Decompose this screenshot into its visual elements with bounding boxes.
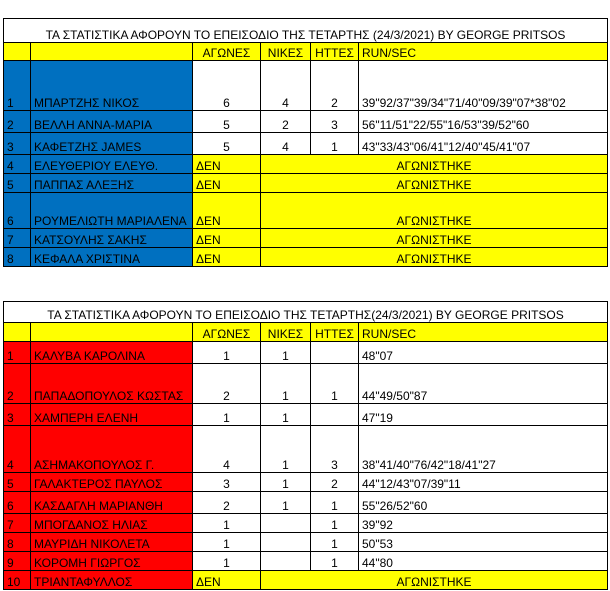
table-row <box>4 248 608 267</box>
did-not-label: ΔΕΝ <box>193 155 261 174</box>
header-run: RUN/SEC <box>359 323 608 342</box>
run-sec-cell: 55"26/52"60 <box>359 492 608 514</box>
wins-cell: 4 <box>261 61 311 111</box>
header-cell-name <box>31 323 193 342</box>
table-row <box>4 174 608 193</box>
table-row <box>4 514 608 533</box>
row-number: 3 <box>4 404 31 426</box>
player-name: ΠΑΠΑΔΟΠΟΥΛΟΣ ΚΩΣΤΑΣ <box>31 364 193 404</box>
header-cell-name <box>31 43 193 61</box>
player-name: ΚΟΡΟΜΗ ΓΙΩΡΓΟΣ <box>31 552 193 571</box>
wins-cell: 1 <box>261 364 311 404</box>
games-cell: 5 <box>193 111 261 133</box>
wins-cell: 1 <box>261 492 311 514</box>
wins-cell: 4 <box>261 133 311 155</box>
did-not-label: ΔΕΝ <box>193 571 261 590</box>
table-row <box>4 404 608 426</box>
stats-table-2 <box>3 301 608 590</box>
table-row <box>4 552 608 571</box>
run-sec-cell: 39"92/37"39/34"71/40"09/39"07*38"02 <box>359 61 608 111</box>
header-losses: ΗΤΤΕΣ <box>311 323 359 342</box>
games-cell: 4 <box>193 426 261 473</box>
table-row <box>4 229 608 248</box>
row-number: 8 <box>4 248 31 267</box>
games-cell: 6 <box>193 61 261 111</box>
did-not-label: ΔΕΝ <box>193 193 261 229</box>
row-number: 2 <box>4 111 31 133</box>
losses-cell <box>311 342 359 364</box>
run-sec-cell: 38"41/40"76/42"18/41"27 <box>359 426 608 473</box>
player-name: ΚΕΦΑΛΑ ΧΡΙΣΤΙΝΑ <box>31 248 193 267</box>
player-name: ΒΕΛΛΗ ΑΝΝΑ-ΜΑΡΙΑ <box>31 111 193 133</box>
games-cell: 2 <box>193 364 261 404</box>
wins-cell: 1 <box>261 473 311 492</box>
player-name: ΡΟΥΜΕΛΙΩΤΗ ΜΑΡΙΑΛΕΝΑ <box>31 193 193 229</box>
row-number: 9 <box>4 552 31 571</box>
player-name: ΜΠΑΡΤΖΗΣ ΝΙΚΟΣ <box>31 61 193 111</box>
table-row <box>4 571 608 590</box>
row-number: 8 <box>4 533 31 552</box>
table-title-row <box>4 19 608 43</box>
row-number: 6 <box>4 193 31 229</box>
games-cell: 1 <box>193 404 261 426</box>
run-sec-cell: 50"53 <box>359 533 608 552</box>
row-number: 3 <box>4 133 31 155</box>
losses-cell: 1 <box>311 552 359 571</box>
table-title: ΤΑ ΣΤΑΤΙΣΤΙΚΑ ΑΦΟΡΟΥΝ ΤΟ ΕΠΕΙΣΟΔΙΟ ΤΗΣ ΤΕΤΑΡΤΗΣ(24/3/2021) BY GEORGE PRITSOS <box>4 302 608 323</box>
losses-cell: 1 <box>311 533 359 552</box>
header-games: ΑΓΩΝΕΣ <box>193 43 261 61</box>
did-not-label: ΔΕΝ <box>193 229 261 248</box>
table-title: ΤΑ ΣΤΑΤΙΣΤΙΚΑ ΑΦΟΡΟΥΝ ΤΟ ΕΠΕΙΣΟΔΙΟ ΤΗΣ ΤΕΤΑΡΤΗΣ (24/3/2021) BY GEORGE PRITSOS <box>4 19 608 43</box>
header-run: RUN/SEC <box>359 43 608 61</box>
games-cell: 1 <box>193 533 261 552</box>
not-competed-label: ΑΓΩΝΙΣΤΗΚΕ <box>261 229 608 248</box>
table-row <box>4 342 608 364</box>
row-number: 7 <box>4 514 31 533</box>
not-competed-label: ΑΓΩΝΙΣΤΗΚΕ <box>261 155 608 174</box>
player-name: ΑΣΗΜΑΚΟΠΟΥΛΟΣ Γ. <box>31 426 193 473</box>
losses-cell: 1 <box>311 514 359 533</box>
wins-cell <box>261 552 311 571</box>
row-number: 1 <box>4 342 31 364</box>
row-number: 4 <box>4 426 31 473</box>
table-row <box>4 111 608 133</box>
games-cell: 1 <box>193 342 261 364</box>
wins-cell: 1 <box>261 342 311 364</box>
losses-cell: 2 <box>311 473 359 492</box>
losses-cell: 1 <box>311 133 359 155</box>
games-cell: 1 <box>193 552 261 571</box>
table-row <box>4 533 608 552</box>
header-losses: ΗΤΤΕΣ <box>311 43 359 61</box>
run-sec-cell: 44"80 <box>359 552 608 571</box>
row-number: 1 <box>4 61 31 111</box>
wins-cell: 1 <box>261 404 311 426</box>
run-sec-cell: 44"49/50"87 <box>359 364 608 404</box>
player-name: ΚΑΛΥΒΑ ΚΑΡΟΛΙΝΑ <box>31 342 193 364</box>
games-cell: 5 <box>193 133 261 155</box>
row-number: 7 <box>4 229 31 248</box>
header-cell-number <box>4 43 31 61</box>
losses-cell: 2 <box>311 61 359 111</box>
player-name: ΜΠΟΓΔΑΝΟΣ ΗΛΙΑΣ <box>31 514 193 533</box>
wins-cell <box>261 533 311 552</box>
losses-cell: 1 <box>311 364 359 404</box>
header-wins: ΝΙΚΕΣ <box>261 43 311 61</box>
table-row <box>4 426 608 473</box>
table-row <box>4 492 608 514</box>
player-name: ΕΛΕΥΘΕΡΙΟΥ ΕΛΕΥΘ. <box>31 155 193 174</box>
player-name: ΧΑΜΠΕΡΗ ΕΛΕΝΗ <box>31 404 193 426</box>
run-sec-cell: 44"12/43"07/39"11 <box>359 473 608 492</box>
player-name: ΠΑΠΠΑΣ ΑΛΕΞΗΣ <box>31 174 193 193</box>
table-row <box>4 61 608 111</box>
player-name: ΚΑΤΣΟΥΛΗΣ ΣΑΚΗΣ <box>31 229 193 248</box>
losses-cell: 3 <box>311 426 359 473</box>
games-cell: 2 <box>193 492 261 514</box>
did-not-label: ΔΕΝ <box>193 174 261 193</box>
header-row <box>4 323 608 342</box>
did-not-label: ΔΕΝ <box>193 248 261 267</box>
table-row <box>4 133 608 155</box>
run-sec-cell: 43"33/43"06/41"12/40"45/41"07 <box>359 133 608 155</box>
row-number: 10 <box>4 571 31 590</box>
games-cell: 3 <box>193 473 261 492</box>
run-sec-cell: 48"07 <box>359 342 608 364</box>
player-name: ΚΑΣΔΑΓΛΗ ΜΑΡΙΑΝΘΗ <box>31 492 193 514</box>
stats-table-1 <box>3 18 608 267</box>
losses-cell: 1 <box>311 492 359 514</box>
header-wins: ΝΙΚΕΣ <box>261 323 311 342</box>
player-name: ΓΑΛΑΚΤΕΡΟΣ ΠΑΥΛΟΣ <box>31 473 193 492</box>
table-row <box>4 364 608 404</box>
losses-cell: 3 <box>311 111 359 133</box>
run-sec-cell: 56"11/51"22/55"16/53"39/52"60 <box>359 111 608 133</box>
wins-cell: 2 <box>261 111 311 133</box>
player-name: ΜΑΥΡΙΔΗ ΝΙΚΟΛΕΤΑ <box>31 533 193 552</box>
run-sec-cell: 47"19 <box>359 404 608 426</box>
not-competed-label: ΑΓΩΝΙΣΤΗΚΕ <box>261 174 608 193</box>
run-sec-cell: 39"92 <box>359 514 608 533</box>
player-name: ΚΑΦΕΤΖΗΣ JAMES <box>31 133 193 155</box>
row-number: 5 <box>4 473 31 492</box>
wins-cell <box>261 514 311 533</box>
not-competed-label: ΑΓΩΝΙΣΤΗΚΕ <box>261 193 608 229</box>
row-number: 4 <box>4 155 31 174</box>
header-games: ΑΓΩΝΕΣ <box>193 323 261 342</box>
wins-cell: 1 <box>261 426 311 473</box>
table-row <box>4 193 608 229</box>
not-competed-label: ΑΓΩΝΙΣΤΗΚΕ <box>261 248 608 267</box>
header-row <box>4 43 608 61</box>
not-competed-label: ΑΓΩΝΙΣΤΗΚΕ <box>261 571 608 590</box>
row-number: 2 <box>4 364 31 404</box>
table-row <box>4 473 608 492</box>
table-row <box>4 155 608 174</box>
games-cell: 1 <box>193 514 261 533</box>
header-cell-number <box>4 323 31 342</box>
player-name: ΤΡΙΑΝΤΑΦΥΛΛΟΣ <box>31 571 193 590</box>
table-title-row <box>4 302 608 323</box>
losses-cell <box>311 404 359 426</box>
row-number: 6 <box>4 492 31 514</box>
row-number: 5 <box>4 174 31 193</box>
